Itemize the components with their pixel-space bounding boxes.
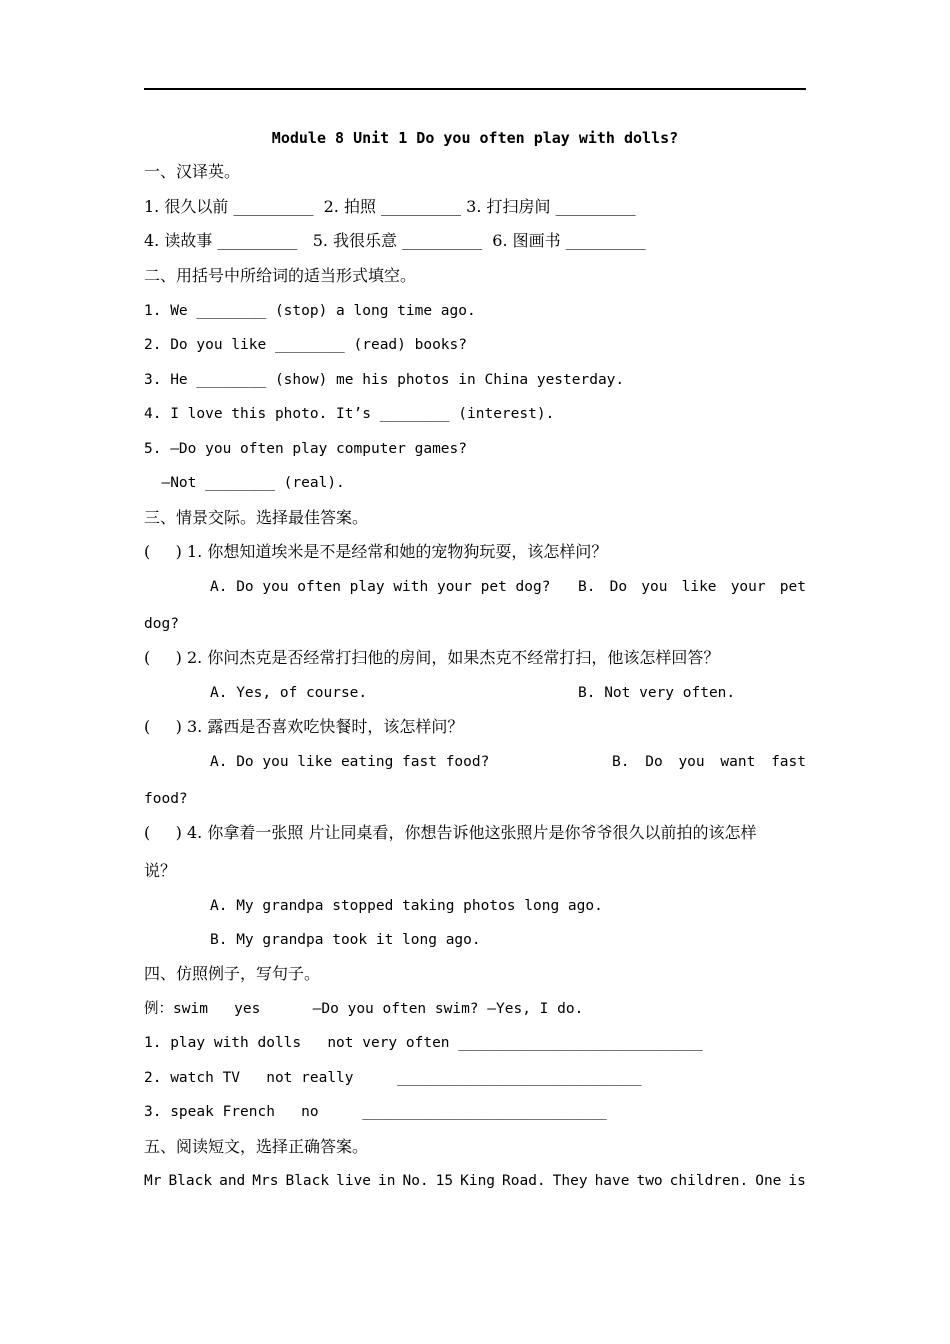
section5-heading: 五、阅读短文，选择正确答案。 — [144, 1137, 369, 1156]
q3-option-a: A. Do you like eating fast food? — [210, 754, 490, 770]
passage-word: Road. — [502, 1173, 546, 1189]
q2-option-a: A. Yes, of course. — [210, 685, 368, 701]
q1-b-word: B. — [578, 579, 596, 595]
section3-heading: 三、情景交际。选择最佳答案。 — [144, 508, 369, 527]
q3-b-word: fast — [771, 754, 806, 770]
page-title: Module 8 Unit 1 Do you often play with dolls? — [271, 129, 679, 147]
q1-b-word: you — [641, 579, 668, 595]
section5-passage-line — [144, 1171, 806, 1191]
passage-word: two — [636, 1173, 663, 1189]
section4-item-2: 2. watch TV not really ____________________________ — [144, 1070, 642, 1086]
passage-word: have — [594, 1173, 630, 1189]
passage-word: and — [219, 1173, 246, 1189]
passage-word: 15 — [435, 1173, 454, 1189]
q1-option-b-continued: dog? — [144, 616, 179, 632]
q4-option-a-row — [210, 896, 806, 916]
passage-word: King — [460, 1173, 496, 1189]
q4-option-a: A. My grandpa stopped taking photos long ago. — [210, 898, 603, 914]
passage-word: One — [755, 1173, 782, 1189]
q2-prompt: ( ) 2. 你问杰克是否经常打扫他的房间，如果杰克不经常打扫，他该怎样回答？ — [144, 648, 720, 667]
section2-item-5-reply: —Not ________ (real). — [144, 475, 345, 491]
section2-item-3: 3. He ________ (show) me his photos in China yesterday. — [144, 372, 625, 388]
q4-option-b: B. My grandpa took it long ago. — [210, 932, 481, 948]
q3-b-word: want — [720, 754, 756, 770]
section4-item-1: 1. play with dolls not very often ____________________________ — [144, 1035, 703, 1051]
passage-word: live — [336, 1173, 372, 1189]
section2-item-4: 4. I love this photo. It’s ________ (interest). — [144, 406, 555, 422]
q3-prompt: ( ) 3. 露西是否喜欢吃快餐时，该怎样问？ — [144, 717, 464, 736]
header-rule — [144, 88, 806, 90]
q4-option-b-row — [210, 930, 806, 950]
q1-b-word: like — [681, 579, 717, 595]
q1-options — [210, 577, 806, 597]
q3-b-word: you — [678, 754, 705, 770]
section1-heading: 一、汉译英。 — [144, 162, 241, 181]
q1-b-word: your — [730, 579, 766, 595]
q4-prompt-continued: 说？ — [144, 861, 177, 880]
q3-options — [210, 752, 806, 772]
section2-heading: 二、用括号中所给词的适当形式填空。 — [144, 266, 417, 285]
q4-prompt: ( ) 4. 你拿着一张照 片让同桌看，你想告诉他这张照片是你爷爷很久以前拍的该怎样 — [144, 823, 757, 842]
section4-heading: 四、仿照例子，写句子。 — [144, 964, 321, 983]
q2-option-b: B. Not very often. — [578, 685, 736, 701]
passage-word: They — [552, 1173, 588, 1189]
q1-prompt: ( ) 1. 你想知道埃米是不是经常和她的宠物狗玩耍，该怎样问？ — [144, 542, 608, 561]
q1-option-a: A. Do you often play with your pet dog? — [210, 579, 551, 595]
q1-option-b — [578, 577, 806, 597]
section2-item-5: 5. —Do you often play computer games? — [144, 441, 468, 457]
section4-item-3: 3. speak French no ____________________________ — [144, 1104, 607, 1120]
passage-word: Black — [168, 1173, 213, 1189]
q1-b-word: Do — [609, 579, 628, 595]
passage-word: in — [378, 1173, 396, 1189]
section1-line-1: 1. 很久以前 __________ 2. 拍照 __________ 3. 打扫房间 __________ — [144, 197, 636, 216]
q3-option-b — [612, 752, 806, 772]
passage-word: Black — [285, 1173, 330, 1189]
q3-b-word: Do — [645, 754, 663, 770]
passage-word: Mr — [144, 1173, 162, 1189]
section1-line-2: 4. 读故事 __________ 5. 我很乐意 __________ 6. 图画书 __________ — [144, 231, 646, 250]
section2-item-1: 1. We ________ (stop) a long time ago. — [144, 303, 476, 319]
q2-options — [210, 683, 806, 703]
passage-word: Mrs — [252, 1173, 279, 1189]
passage-word: No. — [402, 1173, 429, 1189]
section2-item-2: 2. Do you like ________ (read) books? — [144, 337, 468, 353]
section4-example: 例：swim yes —Do you often swim? —Yes, I do. — [144, 1001, 584, 1017]
q3-b-word: B. — [612, 754, 630, 770]
q1-b-word: pet — [779, 579, 806, 595]
q3-option-b-continued: food? — [144, 791, 188, 807]
passage-word: is — [788, 1173, 806, 1189]
passage-word: children. — [669, 1173, 749, 1189]
